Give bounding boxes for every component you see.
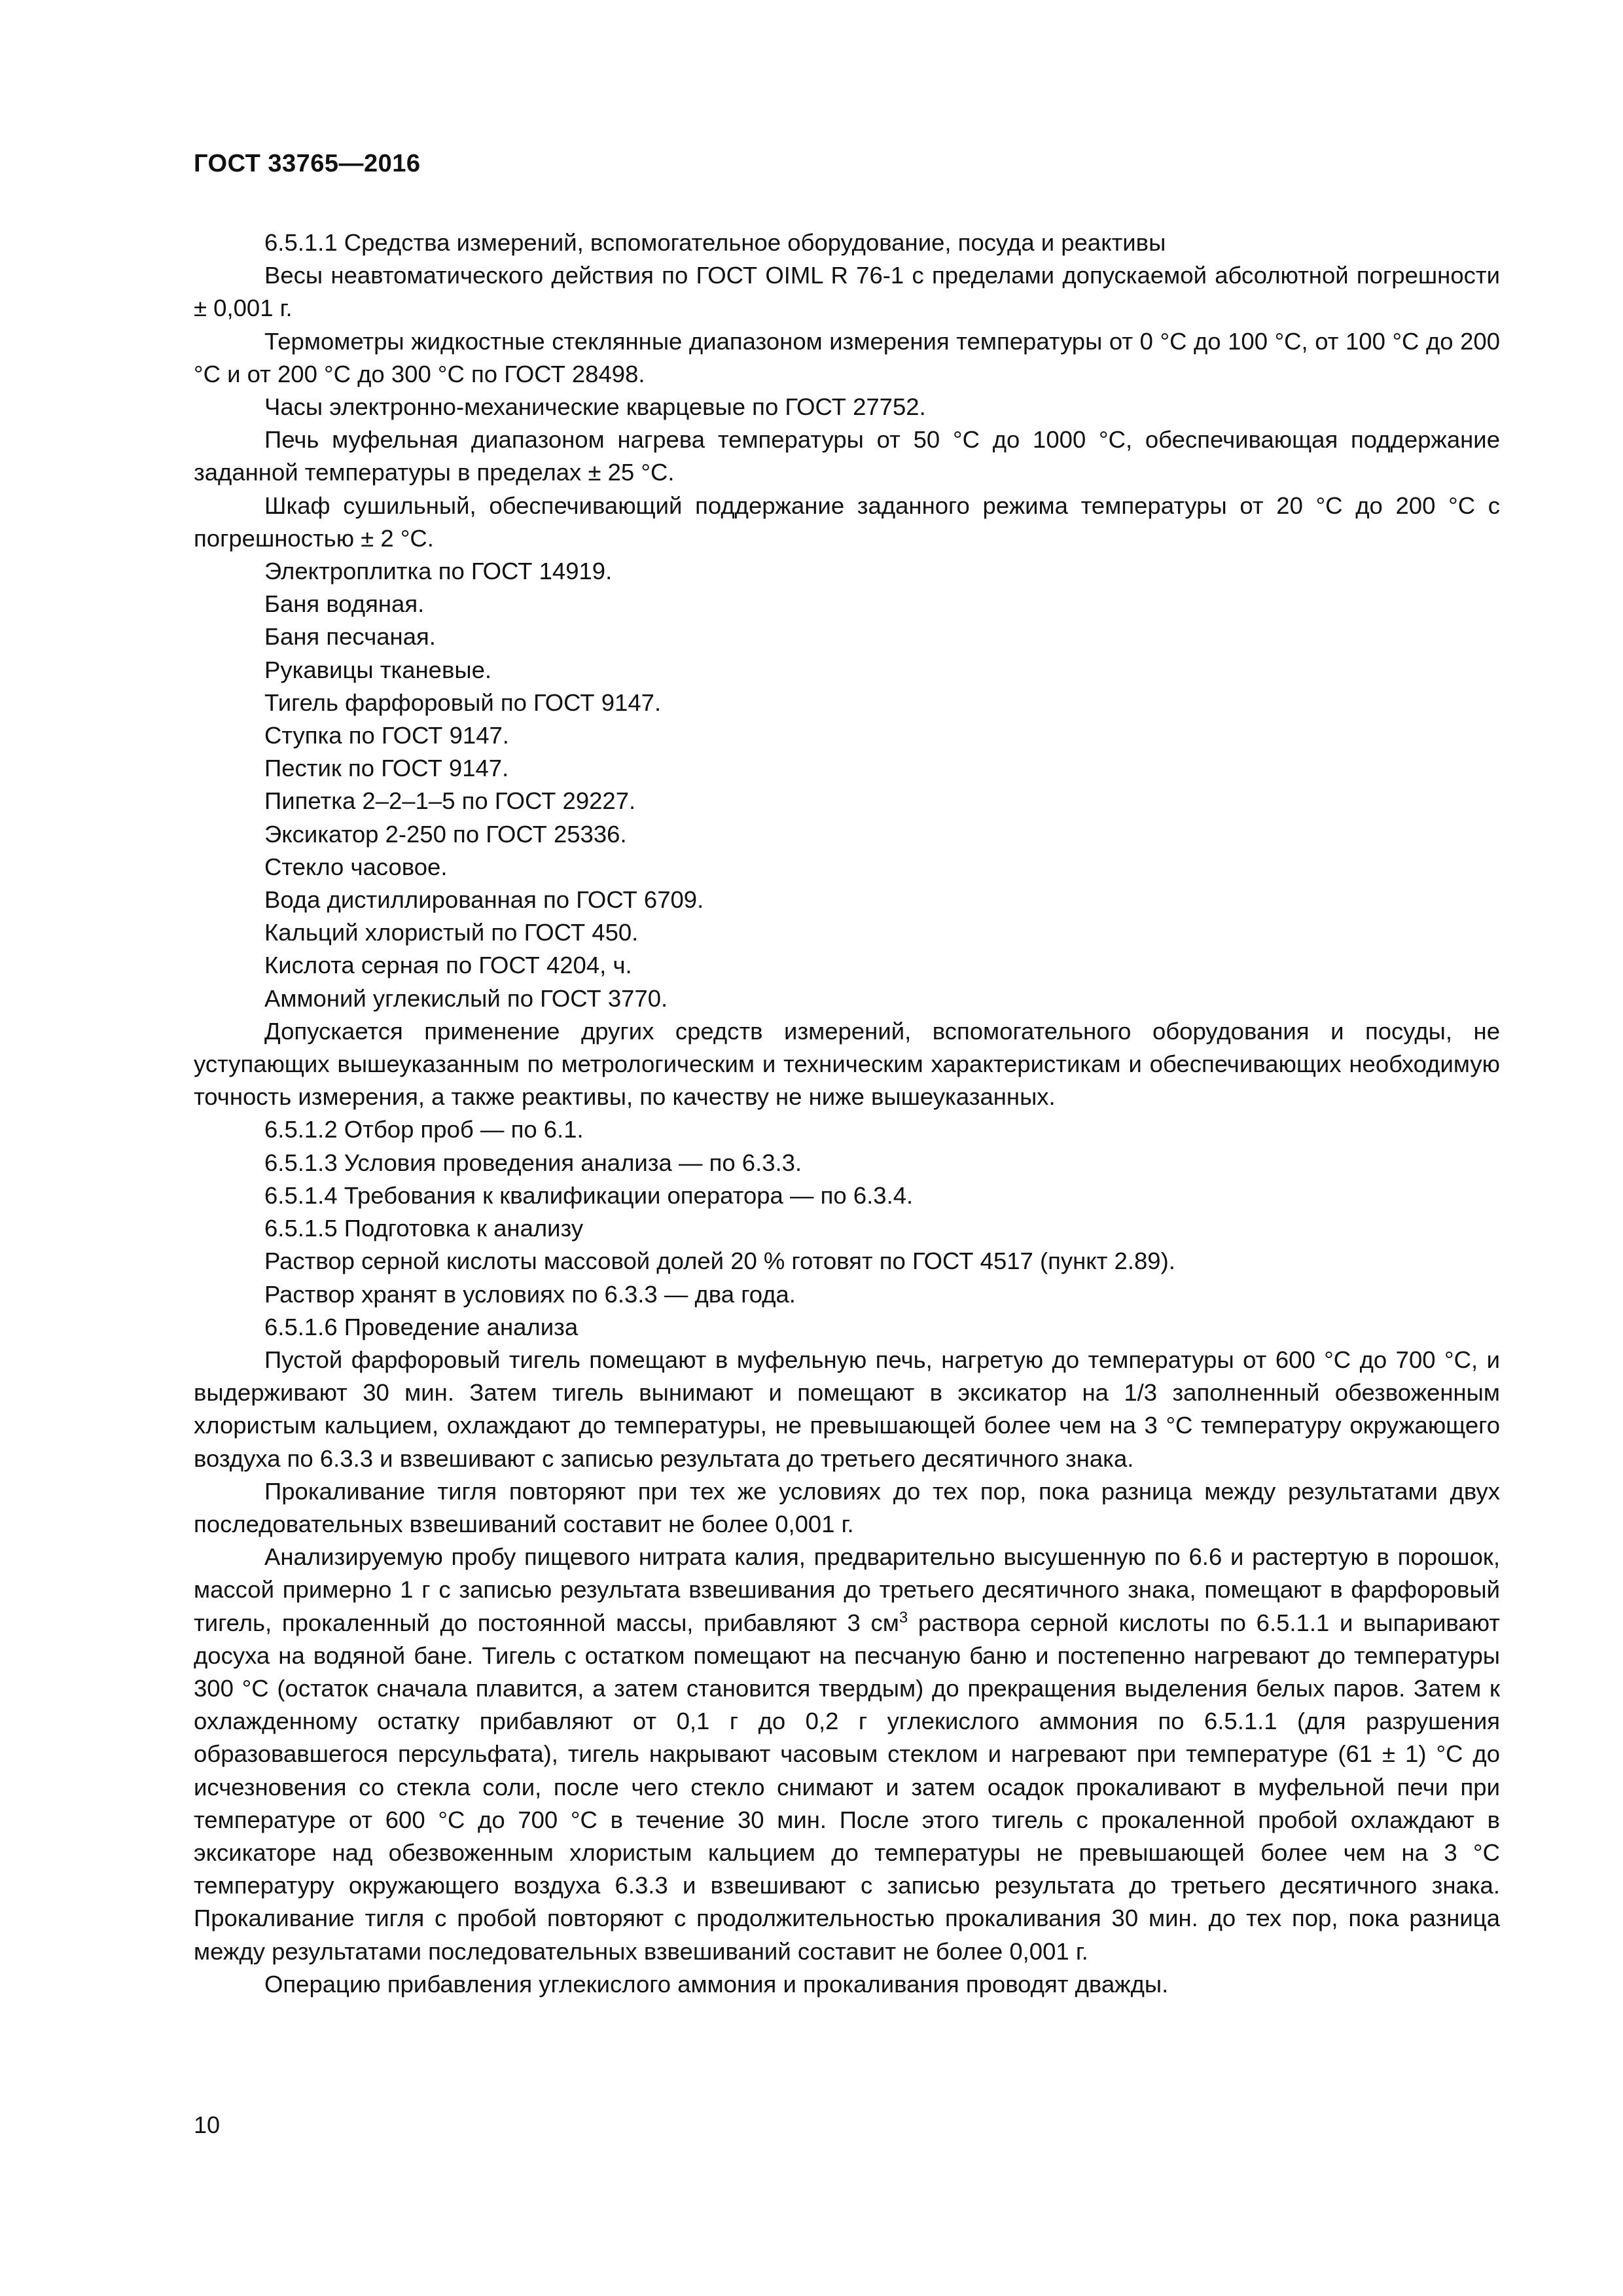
paragraph: Термометры жидкостные стеклянные диапазоном измерения температуры от 0 °С до 100 °С, от 100 °С до 200 °С и от 200 °С до 300 °С по ГОСТ 28498. [194,327,1500,387]
paragraph: 6.5.1.1 Средства измерений, вспомогательное оборудование, посуда и реактивы [264,229,1166,256]
document-body [194,226,1500,2001]
paragraph: Раствор хранят в условиях по 6.3.3 — два года. [264,1280,796,1308]
paragraph: Рукавицы тканевые. [264,656,492,683]
paragraph: Ступка по ГОСТ 9147. [264,722,509,749]
paragraph: Стекло часовое. [264,853,448,880]
paragraph: Электроплитка по ГОСТ 14919. [264,558,613,585]
paragraph: Кислота серная по ГОСТ 4204, ч. [264,952,632,979]
page-number: 10 [194,2111,221,2138]
paragraph: 6.5.1.3 Условия проведения анализа — по 6.3.3. [264,1149,802,1176]
paragraph: Баня водяная. [264,590,425,618]
paragraph: Раствор серной кислоты массовой долей 20 % готовят по ГОСТ 4517 (пункт 2.89). [264,1247,1175,1275]
superscript: 3 [899,1608,908,1626]
paragraph: Вода дистиллированная по ГОСТ 6709. [264,886,704,914]
paragraph: Пустой фарфоровый тигель помещают в муфельную печь, нагретую до температуры от 600 °С до 700 °С, и выдерживают 30 мин. Затем тигель вынимают и помещают в эксикатор на 1/3 заполненный обезвоженным хлористым кальцием, охлаждают до температуры, не превышающей более чем на 3 °С температуру окружающего воздуха по 6.3.3 и взвешивают с записью результата до третьего десятичного знака. [194,1346,1500,1472]
paragraph: Весы неавтоматического действия по ГОСТ OIML R 76-1 с пределами допускаемой абсолютной погрешности ± 0,001 г. [194,262,1500,322]
paragraph: 6.5.1.6 Проведение анализа [264,1313,579,1340]
paragraph: Часы электронно-механические кварцевые по ГОСТ 27752. [264,393,926,421]
paragraph: Шкаф сушильный, обеспечивающий поддержание заданного режима температуры от 20 °С до 200 °С с погрешностью ± 2 °С. [194,492,1500,552]
paragraph: Операцию прибавления углекислого аммония и прокаливания проводят дважды. [264,1970,1169,1998]
paragraph: Баня песчаная. [264,623,436,651]
paragraph: Допускается применение других средств измерений, вспомогательного оборудования и посуды, не уступающих вышеуказанным по метрологическим и техническим характеристикам и обеспечивающих необходимую точность измерения, а также реактивы, по качеству не ниже вышеуказанных. [194,1017,1500,1111]
paragraph: 6.5.1.2 Отбор проб — по 6.1. [264,1116,584,1143]
paragraph: Прокаливание тигля повторяют при тех же условиях до тех пор, пока разница между результатами двух последовательных взвешиваний составит не более 0,001 г. [194,1477,1500,1537]
paragraph-text: Анализируемую пробу пищевого нитрата калия, предварительно высушенную по 6.6 и растертую в порошок, массой примерно 1 г с записью результата взвешивания до третьего десятичного знака, помещают в фарфоровый тигель, прокаленный до постоянной массы, прибавляют 3 см [194,1543,1500,1636]
document-header: ГОСТ 33765—2016 [194,150,421,177]
paragraph-text: раствора серной кислоты по 6.5.1.1 и выпаривают досуха на водяной бане. Тигель с остатком помещают на песчаную баню и постепенно нагревают до температуры 300 °С (остаток сначала плавится, а затем становится твердым) до прекращения выделения белых паров. Затем к охлажденному остатку прибавляют от 0,1 г до 0,2 г углекислого аммония по 6.5.1.1 (для разрушения образовавшегося персульфата), тигель накрывают часовым стеклом и нагревают при температуре (61 ± 1) °С до исчезновения со стекла соли, после чего стекло снимают и затем осадок прокаливают в муфельной печи при температуре от 600 °С до 700 °С в течение 30 мин. После этого тигель с прокаленной пробой охлаждают в эксикаторе над обезвоженным хлористым кальцием до температуры не превышающей более чем на 3 °С температуру окружающего воздуха 6.3.3 и взвешивают с записью результата до третьего десятичного знака. Прокаливание тигля с пробой повторяют с продолжительностью прокаливания 30 мин. до тех пор, пока разница между результатами последовательных взвешиваний составит не более 0,001 г. [194,1609,1500,1965]
paragraph: Аммоний углекислый по ГОСТ 3770. [264,984,668,1012]
paragraph: Пипетка 2–2–1–5 по ГОСТ 29227. [264,787,636,815]
paragraph: Кальций хлористый по ГОСТ 450. [264,919,639,946]
paragraph [194,1541,1500,1968]
paragraph: Печь муфельная диапазоном нагрева температуры от 50 °С до 1000 °С, обеспечивающая поддержание заданной температуры в пределах ± 25 °С. [194,426,1500,486]
paragraph: Эксикатор 2-250 по ГОСТ 25336. [264,820,627,848]
paragraph: Пестик по ГОСТ 9147. [264,755,509,782]
paragraph: Тигель фарфоровый по ГОСТ 9147. [264,689,662,716]
paragraph: 6.5.1.5 Подготовка к анализу [264,1215,584,1242]
paragraph: 6.5.1.4 Требования к квалификации оператора — по 6.3.4. [264,1181,914,1209]
